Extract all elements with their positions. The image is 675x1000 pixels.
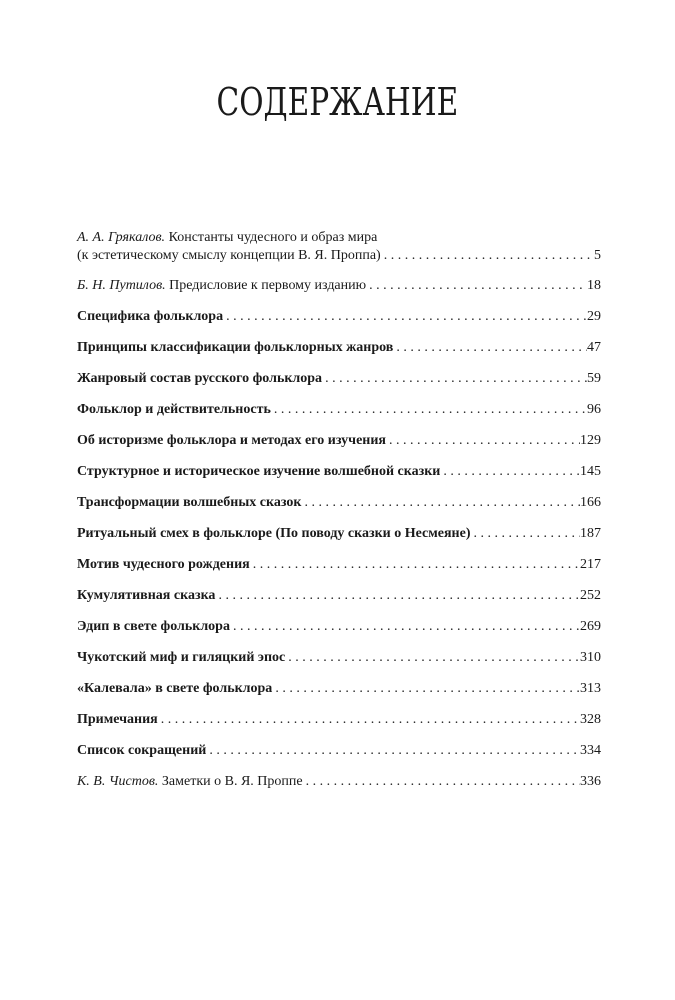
dot-leader <box>285 649 580 667</box>
toc-entry-author: К. В. Чистов. <box>77 774 159 789</box>
toc-entry-transformacii[interactable] <box>77 494 601 512</box>
toc-entry-page: 310 <box>580 650 601 665</box>
toc-entry-title: Эдип в свете фольклора <box>77 619 230 634</box>
toc-entry-gryakalov[interactable] <box>77 229 601 265</box>
toc-entry-title: Принципы классификации фольклорных жанров <box>77 340 394 355</box>
toc-entry-title: Ритуальный смех в фольклоре (По поводу сказки о Несмеяне) <box>77 526 471 541</box>
toc-entry-page: 96 <box>587 402 601 417</box>
toc-entry-page: 269 <box>580 619 601 634</box>
toc-entry-author: А. А. Грякалов. <box>77 230 166 245</box>
toc-entry-title: Заметки о В. Я. Проппе <box>161 774 303 789</box>
toc-entry-title: Трансформации волшебных сказок <box>77 495 302 510</box>
dot-leader <box>223 308 587 326</box>
toc-entry-page: 313 <box>580 681 601 696</box>
toc-entry-page: 5 <box>594 248 601 263</box>
toc-entry-title: Жанровый состав русского фольклора <box>77 371 323 386</box>
dot-leader <box>386 432 580 450</box>
toc-entry-author: Б. Н. Путилов. <box>77 278 166 293</box>
table-of-contents <box>77 229 601 804</box>
toc-entry-title: Кумулятивная сказка <box>77 588 216 603</box>
dot-leader <box>393 339 587 357</box>
toc-entry-motiv[interactable] <box>77 556 601 574</box>
toc-entry-chukotskii-mif[interactable] <box>77 649 601 667</box>
toc-entry-title-line1: Константы чудесного и образ мира <box>168 230 378 245</box>
toc-entry-zhanrovyi-sostav[interactable] <box>77 370 601 388</box>
toc-entry-title: Предисловие к первому изданию <box>169 278 367 293</box>
dot-leader <box>366 277 587 295</box>
toc-entry-ritualnyi-smeh[interactable] <box>77 525 601 543</box>
page-title: СОДЕРЖАНИЕ <box>216 80 459 124</box>
toc-entry-title: «Калевала» в свете фольклора <box>77 681 273 696</box>
toc-entry-page: 334 <box>580 743 601 758</box>
toc-entry-edip[interactable] <box>77 618 601 636</box>
toc-entry-page: 47 <box>587 340 601 355</box>
dot-leader <box>230 618 580 636</box>
toc-entry-specifika[interactable] <box>77 308 601 326</box>
toc-entry-page: 328 <box>580 712 601 727</box>
dot-leader <box>381 247 594 265</box>
dot-leader <box>322 370 587 388</box>
dot-leader <box>440 463 580 481</box>
toc-entry-strukturnoe[interactable] <box>77 463 601 481</box>
toc-entry-principy[interactable] <box>77 339 601 357</box>
dot-leader <box>158 711 580 729</box>
toc-entry-title: Специфика фольклора <box>77 309 224 324</box>
toc-entry-page: 252 <box>580 588 601 603</box>
toc-entry-title: Список сокращений <box>77 743 207 758</box>
dot-leader <box>303 773 580 791</box>
toc-entry-primechaniya[interactable] <box>77 711 601 729</box>
dot-leader <box>215 587 580 605</box>
dot-leader <box>471 525 581 543</box>
toc-entry-kumulyativnaya[interactable] <box>77 587 601 605</box>
toc-entry-title: Об историзме фольклора и методах его изучения <box>77 433 386 448</box>
toc-entry-page: 59 <box>587 371 601 386</box>
toc-entry-title: (к эстетическому смыслу концепции В. Я. Проппа) <box>77 248 381 263</box>
toc-entry-page: 129 <box>580 433 601 448</box>
toc-entry-chistov[interactable] <box>77 773 601 791</box>
toc-entry-title: Фольклор и действительность <box>77 402 271 417</box>
toc-entry-istorizm[interactable] <box>77 432 601 450</box>
toc-entry-page: 29 <box>587 309 601 324</box>
dot-leader <box>301 494 580 512</box>
toc-entry-page: 217 <box>580 557 601 572</box>
toc-entry-title: Чукотский миф и гиляцкий эпос <box>77 650 286 665</box>
toc-entry-page: 18 <box>587 278 601 293</box>
dot-leader <box>271 401 587 419</box>
toc-entry-spisok-sokrashchenii[interactable] <box>77 742 601 760</box>
toc-entry-folklor-deistvitelnost[interactable] <box>77 401 601 419</box>
toc-entry-page: 145 <box>580 464 601 479</box>
toc-entry-page: 336 <box>580 774 601 789</box>
toc-entry-page: 166 <box>580 495 601 510</box>
toc-entry-kalevala[interactable] <box>77 680 601 698</box>
dot-leader <box>250 556 580 574</box>
toc-entry-putilov[interactable] <box>77 277 601 295</box>
dot-leader <box>272 680 580 698</box>
toc-entry-title: Структурное и историческое изучение волшебной сказки <box>77 464 441 479</box>
dot-leader <box>206 742 580 760</box>
toc-entry-title: Примечания <box>77 712 158 727</box>
toc-entry-page: 187 <box>580 526 601 541</box>
toc-entry-title: Мотив чудесного рождения <box>77 557 250 572</box>
